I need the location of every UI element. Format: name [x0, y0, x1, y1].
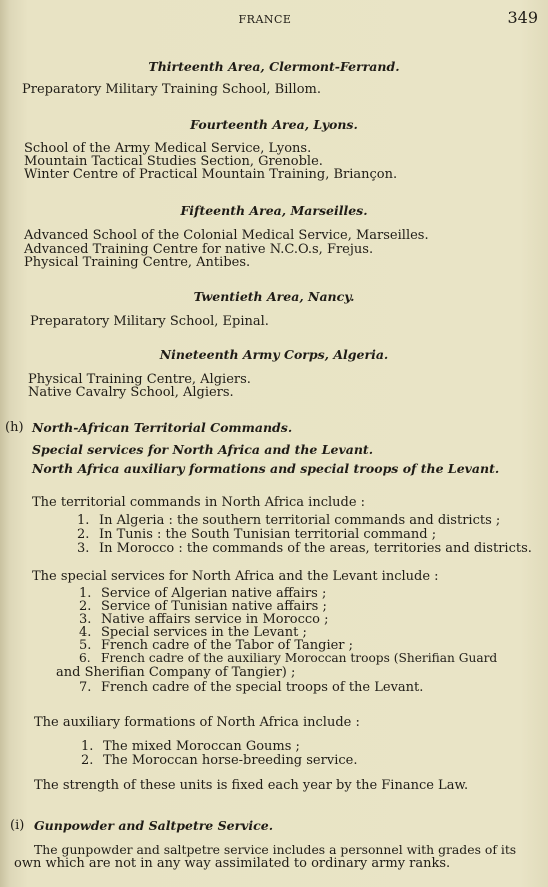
section-heading: Twentieth Area, Nancy.: [193, 289, 355, 304]
section-heading: Fifteenth Area, Marseilles.: [180, 203, 368, 218]
paragraph-intro: The special services for North Africa and the Levant include :: [32, 569, 439, 584]
body-line: The strength of these units is fixed each year by the Finance Law.: [34, 778, 469, 793]
list-item: 6. French cadre of the auxiliary Moroccan troops (Sherifian Guard: [79, 651, 498, 665]
body-line: School of the Army Medical Service, Lyons.: [24, 141, 312, 156]
section-subtitle: North Africa auxiliary formations and special troops of the Levant.: [32, 461, 500, 476]
list-item: 1. In Algeria : the southern territorial commands and districts ;: [77, 513, 501, 528]
section-title: North-African Territorial Commands.: [32, 420, 293, 435]
body-line: Preparatory Military Training School, Billom.: [22, 82, 321, 97]
section-subtitle: Special services for North Africa and the Levant.: [32, 442, 374, 457]
list-item-continuation: and Sherifian Company of Tangier) ;: [56, 665, 296, 680]
paragraph-intro: The territorial commands in North Africa include :: [32, 495, 366, 510]
list-item: 1. The mixed Moroccan Goums ;: [81, 739, 300, 754]
paragraph-intro: The auxiliary formations of North Africa include :: [34, 715, 360, 730]
section-heading: Nineteenth Army Corps, Algeria.: [159, 347, 389, 362]
list-item: 5. French cadre of the Tabor of Tangier ;: [79, 638, 354, 653]
list-item: 2. In Tunis : the South Tunisian territorial command ;: [77, 527, 437, 542]
list-item: 3. Native affairs service in Morocco ;: [79, 612, 329, 627]
body-line: Mountain Tactical Studies Section, Grenoble.: [24, 154, 323, 169]
section-heading: Thirteenth Area, Clermont-Ferrand.: [148, 59, 400, 74]
page-number: 349: [507, 8, 538, 27]
body-line: Native Cavalry School, Algiers.: [28, 385, 234, 400]
body-line: Physical Training Centre, Antibes.: [24, 255, 251, 270]
running-header-title: FRANCE: [238, 13, 292, 26]
section-marker: (i): [10, 818, 25, 833]
list-item: 3. In Morocco : the commands of the areas, territories and districts.: [77, 541, 532, 556]
body-line: Preparatory Military School, Epinal.: [30, 314, 269, 329]
section-marker: (h): [5, 420, 24, 435]
list-item: 1. Service of Algerian native affairs ;: [79, 586, 327, 601]
list-item: 4. Special services in the Levant ;: [79, 625, 307, 640]
section-title: Gunpowder and Saltpetre Service.: [34, 818, 274, 833]
body-line: Winter Centre of Practical Mountain Training, Briançon.: [24, 167, 398, 182]
body-line: Advanced Training Centre for native N.C.O.s, Frejus.: [24, 242, 374, 257]
body-line: Physical Training Centre, Algiers.: [28, 372, 251, 387]
body-line: The gunpowder and saltpetre service includes a personnel with grades of its: [34, 842, 517, 857]
section-heading: Fourteenth Area, Lyons.: [190, 117, 358, 132]
list-item: 7. French cadre of the special troops of the Levant.: [79, 680, 424, 695]
list-item: 2. The Moroccan horse-breeding service.: [81, 753, 358, 768]
list-item: 2. Service of Tunisian native affairs ;: [79, 599, 327, 614]
body-line: Advanced School of the Colonial Medical Service, Marseilles.: [24, 228, 429, 243]
body-line: own which are not in any way assimilated to ordinary army ranks.: [14, 856, 451, 871]
